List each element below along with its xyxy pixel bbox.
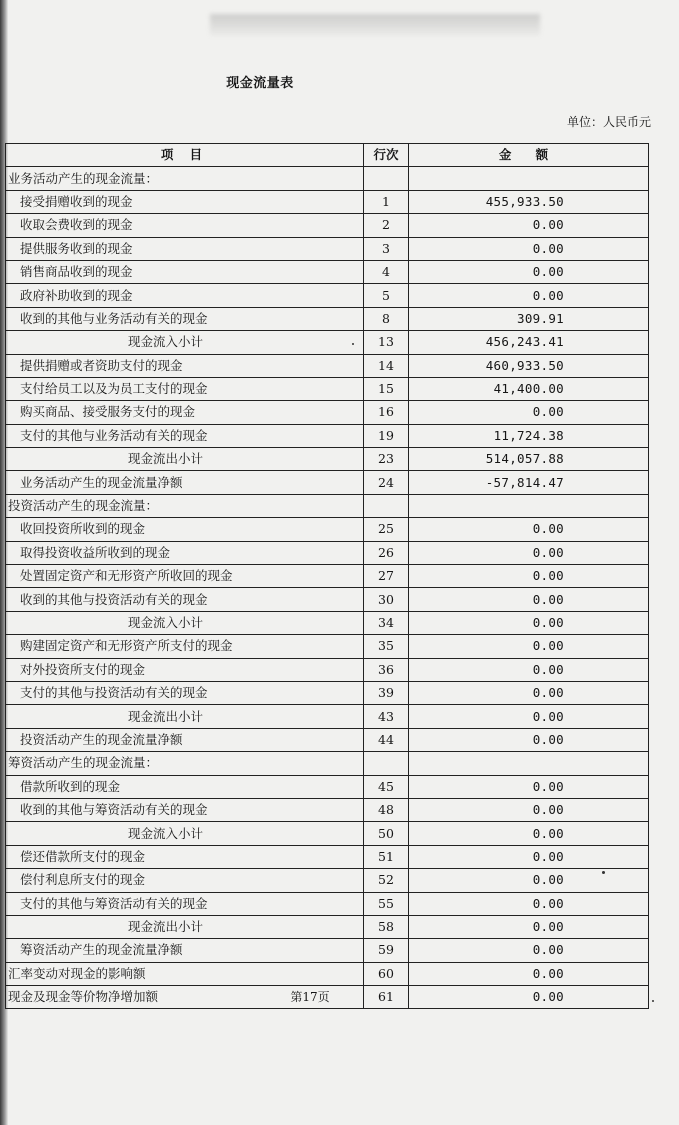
row-item-label: 购建固定资产和无形资产所支付的现金 — [6, 635, 364, 658]
row-line-number: 58 — [364, 915, 409, 938]
row-item-label: 销售商品收到的现金 — [6, 260, 364, 283]
table-row — [6, 307, 649, 330]
row-line-number: 15 — [364, 377, 409, 400]
row-item-label: 借款所收到的现金 — [6, 775, 364, 798]
table-row — [6, 728, 649, 751]
row-amount: 0.00 — [409, 705, 649, 728]
row-line-number: 25 — [364, 518, 409, 541]
table-row — [6, 354, 649, 377]
row-amount: 0.00 — [409, 845, 649, 868]
table-row — [6, 494, 649, 517]
row-item-label: 投资活动产生的现金流量净额 — [6, 728, 364, 751]
row-line-number: 39 — [364, 681, 409, 704]
row-line-number: 51 — [364, 845, 409, 868]
row-item-label: 收到的其他与投资活动有关的现金 — [6, 588, 364, 611]
row-amount: 0.00 — [409, 892, 649, 915]
row-line-number: 34 — [364, 611, 409, 634]
table-row — [6, 845, 649, 868]
row-line-number: 8 — [364, 307, 409, 330]
row-line-number: 5 — [364, 284, 409, 307]
row-line-number: 4 — [364, 260, 409, 283]
table-row — [6, 915, 649, 938]
row-amount: 0.00 — [409, 541, 649, 564]
row-amount: -57,814.47 — [409, 471, 649, 494]
row-item-label: 收取会费收到的现金 — [6, 214, 364, 237]
row-amount: 0.00 — [409, 284, 649, 307]
row-amount: 0.00 — [409, 822, 649, 845]
row-amount: 0.00 — [409, 915, 649, 938]
row-amount: 0.00 — [409, 401, 649, 424]
row-amount: 455,933.50 — [409, 190, 649, 213]
table-row — [6, 331, 649, 354]
table-row — [6, 588, 649, 611]
row-amount: 0.00 — [409, 798, 649, 821]
table-row — [6, 798, 649, 821]
row-line-number: 23 — [364, 448, 409, 471]
table-row — [6, 611, 649, 634]
row-line-number: 16 — [364, 401, 409, 424]
row-line-number: 19 — [364, 424, 409, 447]
row-amount: 11,724.38 — [409, 424, 649, 447]
row-amount: 0.00 — [409, 635, 649, 658]
row-item-label: 偿付利息所支付的现金 — [6, 869, 364, 892]
row-line-number: 48 — [364, 798, 409, 821]
table-row — [6, 377, 649, 400]
row-amount: 0.00 — [409, 681, 649, 704]
row-item-label: 现金流出小计 — [6, 705, 364, 728]
row-item-label: 取得投资收益所收到的现金 — [6, 541, 364, 564]
table-row — [6, 752, 649, 775]
row-item-label: 偿还借款所支付的现金 — [6, 845, 364, 868]
table-row — [6, 705, 649, 728]
row-line-number: 30 — [364, 588, 409, 611]
row-item-label: 现金流入小计 — [6, 822, 364, 845]
row-item-label: 提供服务收到的现金 — [6, 237, 364, 260]
row-line-number — [364, 167, 409, 190]
row-line-number: 60 — [364, 962, 409, 985]
row-line-number — [364, 494, 409, 517]
row-line-number: 45 — [364, 775, 409, 798]
table-row — [6, 565, 649, 588]
scan-speck — [352, 343, 354, 345]
row-amount: 0.00 — [409, 588, 649, 611]
table-row — [6, 869, 649, 892]
row-amount: 514,057.88 — [409, 448, 649, 471]
cash-flow-table — [5, 143, 649, 1009]
row-amount: 0.00 — [409, 939, 649, 962]
row-line-number: 50 — [364, 822, 409, 845]
row-line-number: 43 — [364, 705, 409, 728]
row-item-label: 业务活动产生的现金流量： — [6, 167, 364, 190]
row-amount: 456,243.41 — [409, 331, 649, 354]
table-row — [6, 284, 649, 307]
header-line: 行次 — [364, 144, 409, 167]
table-row — [6, 190, 649, 213]
row-item-label: 现金及现金等价物净增加额 — [6, 986, 364, 1009]
table-row — [6, 167, 649, 190]
table-row — [6, 424, 649, 447]
row-line-number: 44 — [364, 728, 409, 751]
table-row — [6, 541, 649, 564]
row-amount: 41,400.00 — [409, 377, 649, 400]
row-line-number: 26 — [364, 541, 409, 564]
row-amount: 0.00 — [409, 518, 649, 541]
row-item-label: 业务活动产生的现金流量净额 — [6, 471, 364, 494]
row-amount — [409, 752, 649, 775]
row-line-number: 52 — [364, 869, 409, 892]
table-body — [6, 167, 649, 1009]
row-amount: 0.00 — [409, 260, 649, 283]
row-amount: 309.91 — [409, 307, 649, 330]
table-row — [6, 892, 649, 915]
row-item-label: 支付给员工以及为员工支付的现金 — [6, 377, 364, 400]
row-item-label: 筹资活动产生的现金流量： — [6, 752, 364, 775]
row-amount: 0.00 — [409, 869, 649, 892]
row-amount: 0.00 — [409, 775, 649, 798]
row-item-label: 收到的其他与筹资活动有关的现金 — [6, 798, 364, 821]
row-item-label: 现金流入小计 — [6, 611, 364, 634]
row-line-number: 1 — [364, 190, 409, 213]
row-item-label: 支付的其他与投资活动有关的现金 — [6, 681, 364, 704]
row-amount — [409, 167, 649, 190]
table-row — [6, 822, 649, 845]
table-row — [6, 681, 649, 704]
table-row — [6, 939, 649, 962]
row-line-number: 55 — [364, 892, 409, 915]
table-row — [6, 448, 649, 471]
row-amount: 0.00 — [409, 214, 649, 237]
page-title: 现金流量表 — [226, 76, 294, 91]
row-line-number: 27 — [364, 565, 409, 588]
table-row — [6, 635, 649, 658]
row-item-label: 接受捐赠收到的现金 — [6, 190, 364, 213]
table-row — [6, 775, 649, 798]
row-amount — [409, 494, 649, 517]
page-number: 第17页 — [290, 990, 330, 1004]
table-header-row — [6, 144, 649, 167]
table-row — [6, 518, 649, 541]
row-amount: 0.00 — [409, 611, 649, 634]
table-row — [6, 471, 649, 494]
row-line-number: 13 — [364, 331, 409, 354]
row-amount: 0.00 — [409, 962, 649, 985]
row-item-label: 收回投资所收到的现金 — [6, 518, 364, 541]
header-amount: 金 额 — [409, 144, 649, 167]
row-line-number: 24 — [364, 471, 409, 494]
table-row — [6, 962, 649, 985]
row-amount: 0.00 — [409, 658, 649, 681]
row-item-label: 投资活动产生的现金流量： — [6, 494, 364, 517]
currency-unit: 单位：人民币元 — [566, 115, 651, 129]
row-line-number: 2 — [364, 214, 409, 237]
header-item: 项 目 — [6, 144, 364, 167]
row-amount: 0.00 — [409, 565, 649, 588]
row-line-number: 36 — [364, 658, 409, 681]
table-row — [6, 401, 649, 424]
row-item-label: 提供捐赠或者资助支付的现金 — [6, 354, 364, 377]
row-line-number: 61 — [364, 986, 409, 1009]
row-line-number: 3 — [364, 237, 409, 260]
row-amount: 0.00 — [409, 237, 649, 260]
row-item-label: 支付的其他与筹资活动有关的现金 — [6, 892, 364, 915]
row-item-label: 政府补助收到的现金 — [6, 284, 364, 307]
row-line-number — [364, 752, 409, 775]
row-line-number: 59 — [364, 939, 409, 962]
row-line-number: 35 — [364, 635, 409, 658]
table-row — [6, 214, 649, 237]
row-amount: 460,933.50 — [409, 354, 649, 377]
bleed-through-text — [210, 14, 540, 36]
row-item-label: 购买商品、接受服务支付的现金 — [6, 401, 364, 424]
row-item-label: 现金流入小计 — [6, 331, 364, 354]
row-item-label: 支付的其他与业务活动有关的现金 — [6, 424, 364, 447]
row-item-label: 汇率变动对现金的影响额 — [6, 962, 364, 985]
row-item-label: 筹资活动产生的现金流量净额 — [6, 939, 364, 962]
row-amount: 0.00 — [409, 986, 649, 1009]
row-line-number: 14 — [364, 354, 409, 377]
row-item-label: 收到的其他与业务活动有关的现金 — [6, 307, 364, 330]
table-row — [6, 237, 649, 260]
scan-speck — [652, 1000, 654, 1002]
scan-speck — [602, 871, 605, 874]
row-item-label: 现金流出小计 — [6, 448, 364, 471]
table-row — [6, 260, 649, 283]
row-amount: 0.00 — [409, 728, 649, 751]
row-item-label: 现金流出小计 — [6, 915, 364, 938]
table-row — [6, 658, 649, 681]
row-item-label: 对外投资所支付的现金 — [6, 658, 364, 681]
row-item-label: 处置固定资产和无形资产所收回的现金 — [6, 565, 364, 588]
